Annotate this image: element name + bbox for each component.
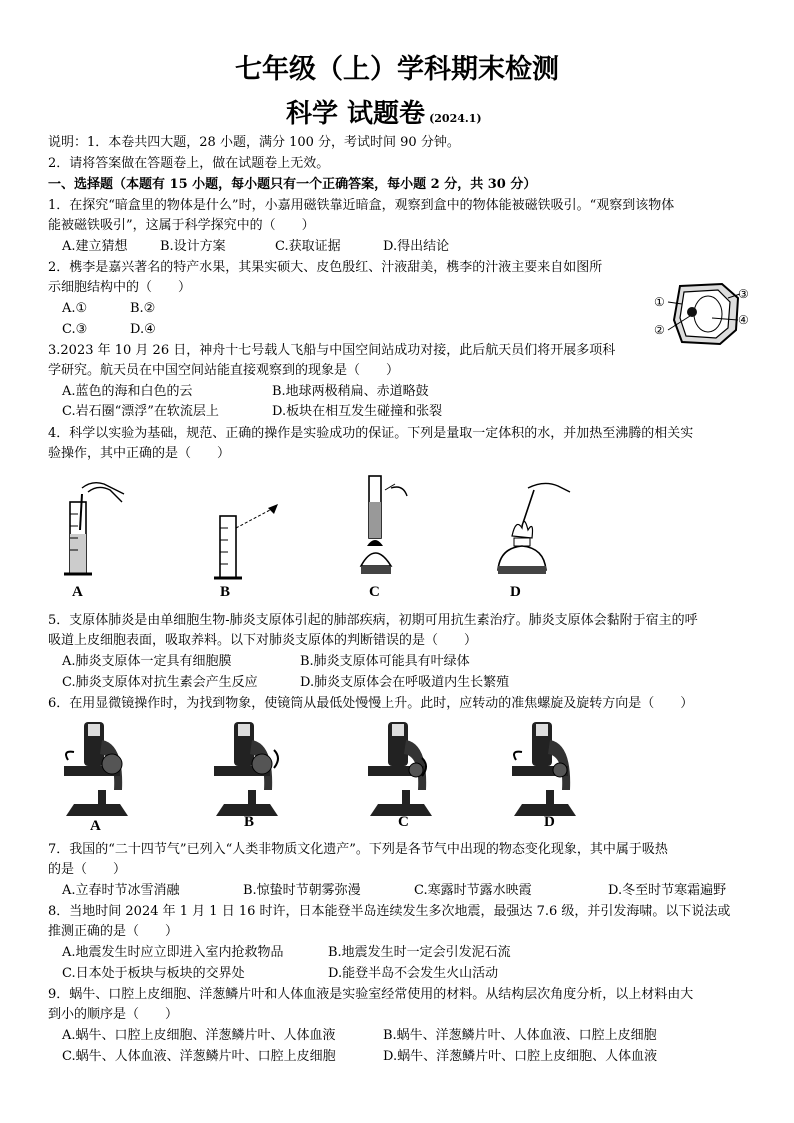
experiment-a-figure bbox=[62, 474, 132, 584]
q7-option-c: C.寒露时节露水映霞 bbox=[414, 883, 532, 898]
q9-option-d: D.蜗牛、洋葱鳞片叶、口腔上皮细胞、人体血液 bbox=[383, 1049, 658, 1064]
q3-option-c: C.岩石圈“漂浮”在软流层上 bbox=[62, 404, 219, 419]
q3-option-a: A.蓝色的海和白色的云 bbox=[62, 384, 193, 399]
q4-stem-line2: 验操作，其中正确的是（ ） bbox=[48, 446, 231, 461]
q1-option-a: A.建立猜想 bbox=[62, 239, 128, 254]
fig4-label-b: B bbox=[220, 584, 231, 600]
q8-stem-line1: 8．当地时间 2024 年 1 月 1 日 16 时许，日本能登半岛连续发生多次地震，最强达 7.6 级，并引发海啸。以下说法或 bbox=[48, 904, 731, 919]
q1-option-d: D.得出结论 bbox=[383, 239, 450, 254]
q9-option-c: C.蜗牛、人体血液、洋葱鳞片叶、口腔上皮细胞 bbox=[62, 1049, 336, 1064]
q7-stem-line1: 7．我国的“二十四节气”已列入“人类非物质文化遗产”。下列是各节气中出现的物态变化现象，其中属于吸热 bbox=[48, 842, 668, 857]
q5-stem-line1: 5．支原体肺炎是由单细胞生物-肺炎支原体引起的肺部疾病，初期可用抗生素治疗。肺炎支原体会黏附于宿主的呼 bbox=[48, 613, 698, 628]
q8-option-c: C.日本处于板块与板块的交界处 bbox=[62, 966, 245, 981]
section-heading: 一、选择题（本题有 15 小题，每小题只有一个正确答案，每小题 2 分，共 30 分） bbox=[48, 177, 537, 192]
instruction-2: 2．请将答案做在答题卷上，做在试题卷上无效。 bbox=[48, 156, 330, 171]
q8-option-b: B.地震发生时一定会引发泥石流 bbox=[328, 945, 511, 960]
experiment-d-figure bbox=[494, 478, 574, 584]
fig6-label-a: A bbox=[90, 818, 101, 834]
exam-title: 七年级（上）学科期末检测 bbox=[235, 54, 559, 85]
q9-stem-line2: 到小的顺序是（ ） bbox=[48, 1007, 179, 1022]
q5-stem-line2: 吸道上皮细胞表面，吸取养料。以下对肺炎支原体的判断错误的是（ ） bbox=[48, 633, 478, 648]
cell-label-2: ② bbox=[654, 323, 665, 337]
cell-label-3: ③ bbox=[738, 287, 749, 301]
q1-option-c: C.获取证据 bbox=[275, 239, 341, 254]
fig4-label-c: C bbox=[369, 584, 380, 600]
q2-option-c: C.③ bbox=[62, 322, 88, 337]
q8-option-d: D.能登半岛不会发生火山活动 bbox=[328, 966, 499, 981]
q2-option-d: D.④ bbox=[130, 322, 156, 337]
q1-stem-line2: 能被磁铁吸引”，这属于科学探究中的（ ） bbox=[48, 218, 315, 233]
q8-stem-line2: 推测正确的是（ ） bbox=[48, 924, 179, 939]
q9-option-b: B.蜗牛、洋葱鳞片叶、人体血液、口腔上皮细胞 bbox=[383, 1028, 657, 1043]
q2-stem-line1: 2．槜李是嘉兴著名的特产水果，其果实硕大、皮色殷红、汁液甜美，槜李的汁液主要来自如图所 bbox=[48, 260, 603, 275]
q5-option-c: C.肺炎支原体对抗生素会产生反应 bbox=[62, 675, 258, 690]
experiment-b-figure bbox=[210, 498, 290, 584]
cell-label-4: ④ bbox=[738, 313, 749, 327]
q2-option-a: A.① bbox=[62, 301, 88, 316]
microscope-b-figure bbox=[208, 720, 288, 820]
q9-option-a: A.蜗牛、口腔上皮细胞、洋葱鳞片叶、人体血液 bbox=[62, 1028, 336, 1043]
q1-option-b: B.设计方案 bbox=[160, 239, 226, 254]
fig6-label-c: C bbox=[398, 814, 409, 830]
q7-stem-line2: 的是（ ） bbox=[48, 862, 127, 877]
fig4-label-d: D bbox=[510, 584, 521, 600]
microscope-a-figure bbox=[58, 720, 138, 820]
q7-option-b: B.惊蛰时节朝雾弥漫 bbox=[243, 883, 361, 898]
q3-option-b: B.地球两极稍扁、赤道略鼓 bbox=[272, 384, 429, 399]
q7-option-a: A.立春时节冰雪消融 bbox=[62, 883, 180, 898]
fig4-label-a: A bbox=[72, 584, 83, 600]
q3-option-d: D.板块在相互发生碰撞和张裂 bbox=[272, 404, 443, 419]
q8-option-a: A.地震发生时应立即进入室内抢救物品 bbox=[62, 945, 284, 960]
experiment-c-figure bbox=[355, 474, 415, 584]
q7-option-d: D.冬至时节寒霜遍野 bbox=[608, 883, 727, 898]
exam-subtitle bbox=[286, 97, 482, 136]
subject-title: 科学 试题卷 bbox=[286, 99, 426, 129]
q5-option-a: A.肺炎支原体一定具有细胞膜 bbox=[62, 654, 232, 669]
q3-stem-line2: 学研究。航天员在中国空间站能直接观察到的现象是（ ） bbox=[48, 363, 400, 378]
q1-stem-line1: 1．在探究“暗盒里的物体是什么”时，小嘉用磁铁靠近暗盒，观察到盒中的物体能被磁铁吸引。“观察到该物体 bbox=[48, 198, 675, 213]
fig6-label-d: D bbox=[544, 814, 555, 830]
q9-stem-line1: 9．蜗牛、口腔上皮细胞、洋葱鳞片叶和人体血液是实验室经常使用的材料。从结构层次角度分析，以上材料由大 bbox=[48, 987, 694, 1002]
plant-cell-figure bbox=[652, 280, 752, 350]
fig6-label-b: B bbox=[244, 814, 255, 830]
microscope-c-figure bbox=[362, 720, 442, 820]
instruction-1: 说明：1．本卷共四大题，28 小题，满分 100 分，考试时间 90 分钟。 bbox=[48, 135, 460, 150]
q4-stem-line1: 4．科学以实验为基础，规范、正确的操作是实验成功的保证。下列是量取一定体积的水，并加热至沸腾的相关实 bbox=[48, 426, 694, 441]
exam-date: (2024.1) bbox=[429, 112, 482, 125]
microscope-d-figure bbox=[506, 720, 586, 820]
q5-option-d: D.肺炎支原体会在呼吸道内生长繁殖 bbox=[300, 675, 510, 690]
q6-stem: 6．在用显微镜操作时，为找到物象，使镜筒从最低处慢慢上升。此时，应转动的准焦螺旋及旋转方向是（ ） bbox=[48, 696, 694, 711]
cell-label-1: ① bbox=[654, 295, 665, 309]
q5-option-b: B.肺炎支原体可能具有叶绿体 bbox=[300, 654, 470, 669]
q2-stem-line2: 示细胞结构中的（ ） bbox=[48, 280, 192, 295]
q3-stem-line1: 3.2023 年 10 月 26 日，神舟十七号载人飞船与中国空间站成功对接，此后航天员们将开展多项科 bbox=[48, 343, 616, 358]
q2-option-b: B.② bbox=[130, 301, 156, 316]
